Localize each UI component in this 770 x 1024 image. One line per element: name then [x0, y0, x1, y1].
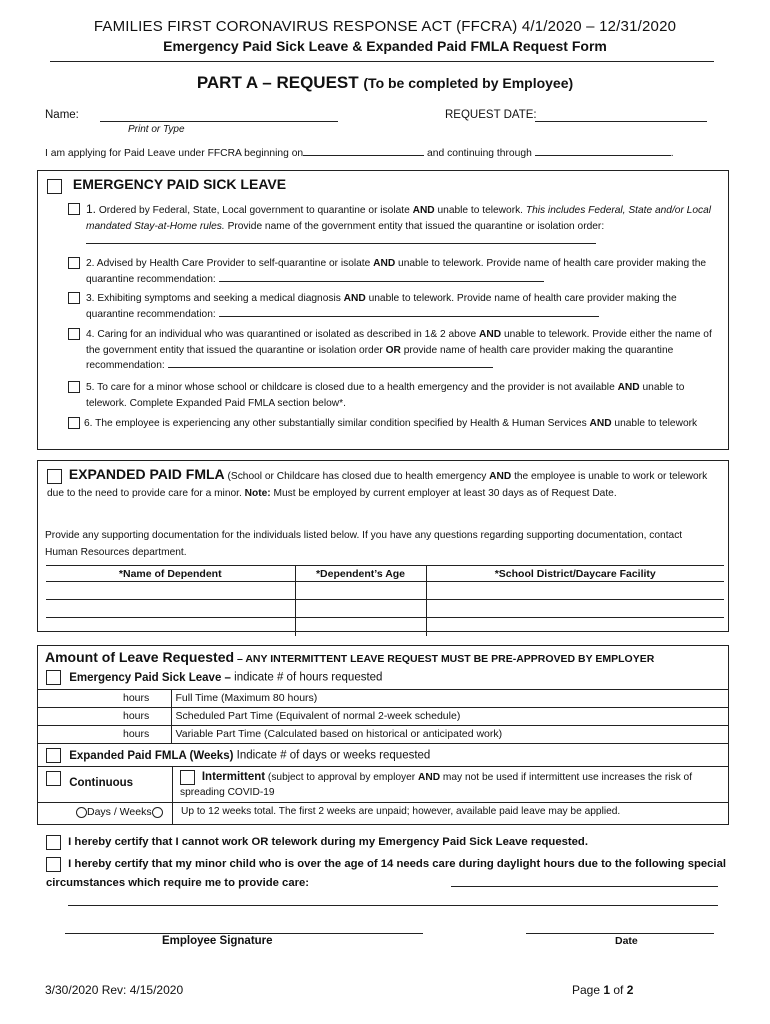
form-header-title: FAMILIES FIRST CORONAVIRUS RESPONSE ACT (FFCRA) 4/1/2020 – 12/31/2020	[93, 18, 677, 35]
dependents-table	[46, 565, 724, 636]
intermittent-text: may not be used if intermittent use increases the risk of spreading COVID-19	[180, 772, 693, 799]
item-text: The employee is experiencing any other substantially similar condition specified by Health & Human Services	[95, 418, 590, 429]
item-number: 4.	[86, 329, 95, 340]
item-text: unable to telework	[611, 418, 698, 429]
hours-input-cell[interactable]	[38, 689, 119, 707]
item-text: Provide name of the government entity that issued the quarantine or isolation order:	[224, 220, 605, 232]
request-date-field[interactable]	[535, 108, 707, 122]
header-rule	[50, 61, 714, 62]
efmla-intro	[47, 466, 725, 502]
item-text: Exhibiting symptoms and seeking a medical diagnosis	[97, 293, 344, 304]
epsl-title: EMERGENCY PAID SICK LEAVE	[72, 176, 287, 192]
continuous-option	[46, 771, 134, 789]
table-row	[46, 582, 724, 600]
epsl-item-1-field[interactable]	[86, 235, 596, 244]
efmla-weeks-row	[46, 748, 430, 763]
days-radio[interactable]	[76, 807, 87, 818]
dependent-age-cell[interactable]	[295, 582, 426, 600]
form-header-subtitle: Emergency Paid Sick Leave & Expanded Paid FMLA Request Form	[163, 38, 607, 54]
weeks-radio[interactable]	[152, 807, 163, 818]
epsl-item-3	[68, 291, 718, 322]
hours-unit: hours	[119, 725, 171, 743]
hours-desc: Scheduled Part Time (Equivalent of normal 2-week schedule)	[171, 707, 728, 725]
employee-signature-line[interactable]	[65, 933, 423, 934]
epsl-item-2	[68, 256, 718, 287]
efmla-title: EXPANDED PAID FMLA	[68, 466, 225, 482]
dependents-table-wrap	[46, 565, 724, 636]
certify-line-1	[46, 835, 588, 850]
intermittent-checkbox[interactable]	[180, 770, 195, 785]
signature-date-line[interactable]	[526, 933, 714, 934]
epsl-item-2-field[interactable]	[219, 273, 544, 282]
epsl-item-6	[68, 416, 718, 432]
dependent-school-cell[interactable]	[426, 618, 724, 636]
dependent-name-cell[interactable]	[46, 618, 295, 636]
continuous-checkbox[interactable]	[46, 771, 61, 786]
hours-unit: hours	[119, 689, 171, 707]
page-of: of	[610, 983, 627, 997]
weeks-rule	[38, 802, 728, 803]
certify-1-checkbox[interactable]	[46, 835, 61, 850]
page-number	[572, 983, 633, 997]
col-header-age: *Dependent’s Age	[295, 566, 426, 582]
days-weeks-label: Days / Weeks	[87, 806, 152, 818]
epsl-item-4	[68, 327, 718, 374]
table-row	[46, 618, 724, 636]
epsl-item-4-field[interactable]	[168, 359, 493, 368]
efmla-weeks-rule	[38, 766, 728, 767]
item-text: Caring for an individual who was quarantined or isolated as described in 1& 2 above	[97, 329, 480, 340]
certify-2-text: I hereby certify that my minor child who is over the age of 14 needs care during daylight hours due to the following special circumstances which require me to provide care:	[46, 858, 726, 889]
item-text: unable to telework.	[434, 205, 526, 216]
epsl-hours-hint: indicate # of hours requested	[230, 671, 383, 684]
page-current: 1	[603, 983, 611, 997]
efmla-weeks-label: Expanded Paid FMLA (Weeks)	[69, 749, 234, 762]
item-italic: This includes Federal, State and/or Local mandated Stay-at-Home rules.	[86, 205, 712, 232]
epsl-item-1	[68, 202, 718, 250]
epsl-item-5	[68, 380, 718, 411]
item-text: unable to telework. Provide name of health care provider making the quarantine recommendation:	[86, 293, 677, 320]
page-total: 2	[626, 983, 634, 997]
signature-date-label: Date	[615, 935, 638, 947]
epsl-item-4-checkbox[interactable]	[68, 328, 80, 340]
item-text: Ordered by Federal, State, Local government to quarantine or isolate	[98, 205, 413, 216]
name-hint: Print or Type	[128, 124, 185, 135]
epsl-item-3-field[interactable]	[219, 308, 599, 317]
hours-unit: hours	[119, 707, 171, 725]
item-number: 3.	[86, 293, 95, 304]
dependent-name-cell[interactable]	[46, 582, 295, 600]
intermittent-text: (subject to approval by employer	[265, 772, 418, 784]
efmla-weeks-checkbox[interactable]	[46, 748, 61, 763]
start-date-field[interactable]	[303, 146, 424, 156]
efmla-note-text: Must be employed by current employer at least 30 days as of Request Date.	[270, 488, 617, 499]
efmla-intro-text: (School or Childcare has closed due to health emergency	[227, 471, 490, 482]
table-row	[38, 725, 728, 743]
item-text: provide name of health care provider making the quarantine recommendation:	[86, 344, 674, 371]
efmla-docs-text: Provide any supporting documentation for the individuals listed below. If you have any questions regarding supporting documentation, contact Human Resources department.	[45, 530, 683, 558]
request-date-label: REQUEST DATE:	[445, 109, 537, 121]
table-row	[38, 689, 728, 707]
dependent-name-cell[interactable]	[46, 600, 295, 618]
table-row	[38, 707, 728, 725]
item-text: unable to telework. Complete Expanded Paid FMLA section below*.	[86, 382, 685, 409]
epsl-item-2-checkbox[interactable]	[68, 257, 80, 269]
item-bold: AND	[412, 205, 435, 216]
certify-2-checkbox[interactable]	[46, 857, 61, 872]
weeks-note: Up to 12 weeks total. The first 2 weeks are unpaid; however, available paid leave may be applied.	[181, 806, 621, 817]
hours-desc: Full Time (Maximum 80 hours)	[171, 689, 728, 707]
name-field[interactable]	[100, 108, 338, 122]
efmla-weeks-hint: Indicate # of days or weeks requested	[233, 749, 431, 762]
item-bold: AND	[343, 293, 366, 304]
item-bold: AND	[479, 329, 502, 340]
intermittent-option	[180, 770, 720, 800]
applying-text: I am applying for Paid Leave under FFCRA beginning on	[45, 148, 304, 159]
dependent-school-cell[interactable]	[426, 600, 724, 618]
part-a-subtitle: (To be completed by Employee)	[363, 75, 574, 91]
revision-date: 3/30/2020 Rev: 4/15/2020	[45, 983, 184, 997]
epsl-hours-checkbox[interactable]	[46, 670, 61, 685]
item-bold: AND	[617, 382, 640, 393]
efmla-note-label: Note:	[244, 488, 271, 499]
table-row	[46, 600, 724, 618]
amount-heading	[45, 649, 654, 665]
epsl-hours-row	[46, 670, 382, 685]
epsl-item-6-checkbox[interactable]	[68, 417, 80, 429]
item-bold: AND	[373, 258, 396, 269]
col-header-name: *Name of Dependent	[46, 566, 295, 582]
continuing-text: and continuing through	[427, 148, 532, 159]
col-header-school: *School District/Daycare Facility	[426, 566, 724, 582]
item-text: To care for a minor whose school or childcare is closed due to a health emergency and the provider is not available	[97, 382, 618, 393]
continuous-label: Continuous	[69, 776, 134, 789]
item-bold: AND	[589, 418, 612, 429]
intermittent-bold: AND	[417, 772, 441, 784]
item-number: 2.	[86, 258, 95, 269]
hours-desc: Variable Part Time (Calculated based on historical or anticipated work)	[171, 725, 728, 743]
hours-table-wrap	[38, 689, 728, 744]
epsl-checkbox[interactable]	[47, 179, 62, 194]
days-weeks-selector	[76, 806, 163, 818]
efmla-checkbox[interactable]	[47, 469, 62, 484]
item-text: unable to telework. Provide either the name of the government entity that issued the quarantine or isolation order	[86, 329, 712, 356]
employee-signature-label: Employee Signature	[162, 935, 273, 947]
epsl-hours-label: Emergency Paid Sick Leave –	[69, 671, 231, 684]
page-prefix: Page	[572, 983, 604, 997]
special-circumstances-field[interactable]	[451, 874, 718, 887]
dependent-age-cell[interactable]	[295, 618, 426, 636]
part-a-heading	[0, 73, 770, 93]
intermittent-label: Intermittent	[201, 771, 266, 784]
amount-title: Amount of Leave Requested	[45, 649, 235, 665]
item-number: 5.	[86, 382, 95, 393]
epsl-item-3-checkbox[interactable]	[68, 292, 80, 304]
item-text: Advised by Health Care Provider to self-quarantine or isolate	[96, 258, 374, 269]
item-number: 1.	[86, 202, 97, 216]
dependent-school-cell[interactable]	[426, 582, 724, 600]
part-a-title: PART A – REQUEST	[196, 73, 359, 92]
epsl-heading	[47, 176, 286, 194]
amount-note: – ANY INTERMITTENT LEAVE REQUEST MUST BE PRE-APPROVED BY EMPLOYER	[234, 653, 655, 665]
hours-input-cell[interactable]	[38, 707, 119, 725]
certify-1-text: I hereby certify that I cannot work OR telework during my Emergency Paid Sick Leave requested.	[68, 836, 588, 849]
efmla-intro-text: the employee is unable to work or telework due to the need to provide care for a minor.	[47, 471, 708, 499]
hours-table	[38, 689, 728, 744]
end-date-field[interactable]	[535, 146, 671, 156]
item-text: unable to telework. Provide name of health care provider making the quarantine recommendation:	[86, 258, 707, 285]
item-bold: OR	[385, 344, 401, 356]
period: .	[670, 148, 674, 159]
item-number: 6.	[84, 418, 93, 429]
epsl-item-1-checkbox[interactable]	[68, 203, 80, 215]
options-divider	[172, 766, 173, 825]
hours-input-cell[interactable]	[38, 725, 119, 743]
dependent-age-cell[interactable]	[295, 600, 426, 618]
special-circumstances-field-2[interactable]	[68, 893, 718, 906]
efmla-intro-bold: AND	[489, 471, 512, 482]
leave-period-row	[45, 146, 725, 159]
epsl-item-5-checkbox[interactable]	[68, 381, 80, 393]
name-label: Name:	[45, 109, 79, 121]
